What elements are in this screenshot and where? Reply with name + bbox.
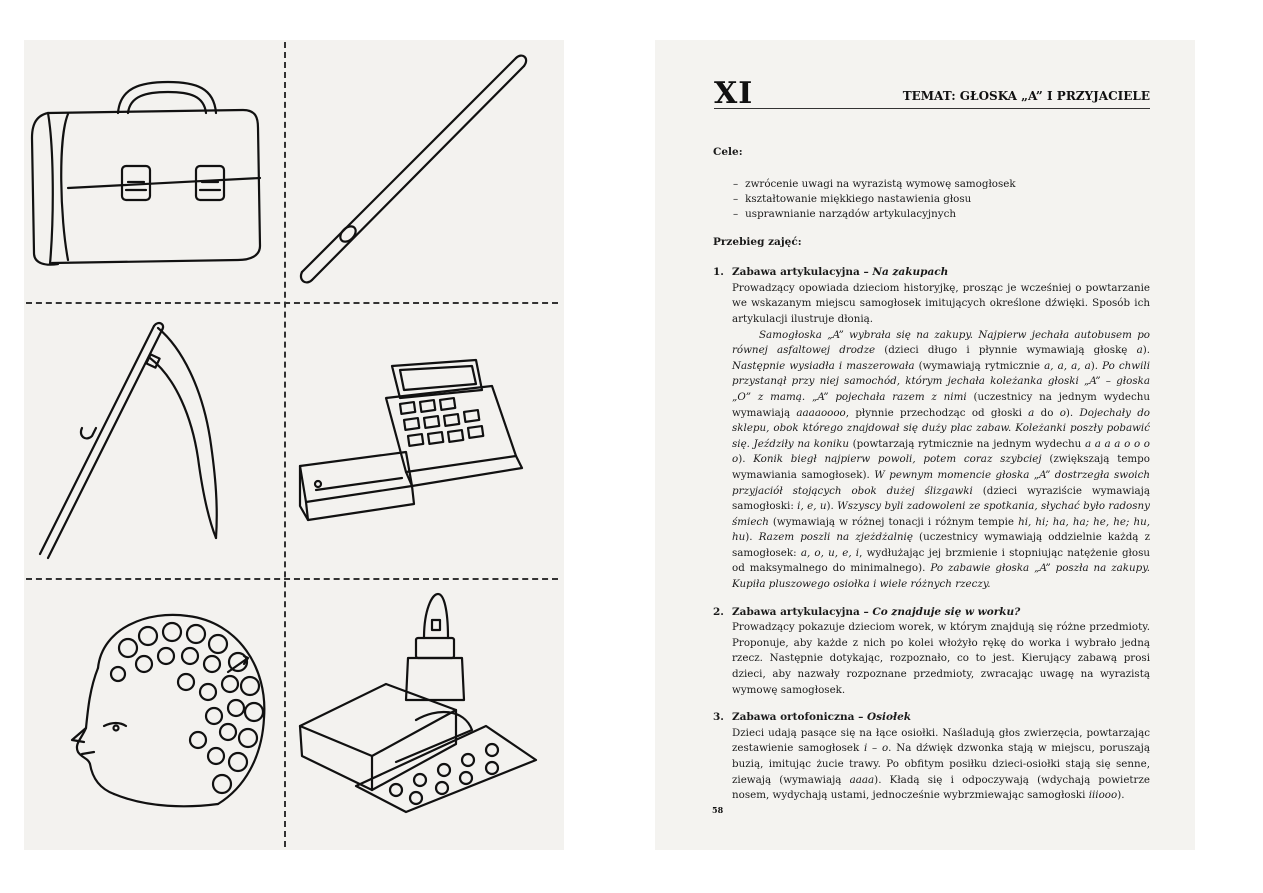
section-1-story-run: Wszyscy byli zadowoleni ze spotkania, słychać było radosny śmiech (732, 500, 1150, 528)
section-1-lead: Zabawa artykulacyjna – (732, 266, 873, 279)
briefcase-illustration (28, 78, 268, 278)
section-1-story-run: a a a a o o o o (732, 437, 1150, 466)
section-3-number: 3. (713, 711, 724, 724)
section-1-story-run: Dojechały do sklepu, obok którego znajdował się duży plac zabaw. Koleżanki poszły pobawić się. Jeździły na koniku (732, 406, 1150, 450)
section-3-body-run: aaaa (849, 773, 875, 786)
horizontal-cut-line-1 (26, 302, 558, 304)
medicine-bottle-and-pills-illustration (296, 590, 546, 815)
section-3-body-run: Dzieci udają pasące się na łące osiołki. Naśladują głos zwierzęcia, powtarzając zestawienie samogłosek (732, 726, 1150, 755)
section-2-game: Co znajduje się w worku? (872, 605, 1021, 618)
section-1-story-run: ). (1065, 406, 1080, 419)
section-1-story-run: (uczestnicy wymawiają oddzielnie każdą z samogłosek: (732, 531, 1150, 559)
section-1-story-run: (uczestnicy na jednym wydechu wymawiają (732, 390, 1150, 419)
section-2-lead: Zabawa artykulacyjna – (732, 605, 873, 618)
section-3-game: Osiołek (867, 711, 912, 724)
section-2-number: 2. (713, 605, 724, 618)
section-1-story-run: , wydłużając jej brzmienie i stopniując natężenie głosu od maksymalnego do minimalnego). (732, 546, 1150, 575)
section-1-story-run: do (1034, 406, 1060, 419)
section-1-story-run: (powtarzają rytmicznie na jednym wydechu (849, 437, 1085, 450)
section-1-story-run: i, e, u (797, 500, 827, 513)
vertical-cut-line (284, 42, 286, 847)
section-1-story-run: Po zabawie głoska „A” poszła na zakupy. Kupiła pluszowego osiołka i wiele różnych rzeczy. (732, 562, 1150, 591)
section-1-story-run: (zwiększają tempo wymawiania samogłosek). (732, 453, 1150, 481)
goal-item: – usprawnianie narządów artykulacyjnych (733, 207, 1150, 222)
topic-title: TEMAT: GŁOSKA „A” I PRZYJACIELE (902, 89, 1150, 103)
section-1-story-run: a (1028, 406, 1035, 419)
section-1-number: 1. (713, 266, 724, 279)
section-1-story-run: (wymawiają w różnej tonacji i różnym tempie (768, 515, 1019, 528)
section-1-story-run: ). (738, 453, 754, 466)
section-1-story-run: aaaaoooo (796, 406, 846, 419)
section-1-story-run: Konik biegł najpierw powoli, potem coraz szybciej (753, 453, 1042, 466)
section-1-story-run: Samogłoska „A” wybrała się na zakupy. Najpierw jechała autobusem po równej asfaltowej drodze (732, 328, 1150, 357)
page-number: 58 (712, 805, 724, 815)
section-3-body-run: i – o (863, 742, 889, 755)
section-1-story-run: a, o, u, e, i (800, 546, 860, 559)
section-1-story-run: ). (1090, 359, 1103, 372)
walking-stick-illustration (298, 50, 538, 290)
goal-item: – zwrócenie uwagi na wyrazistą wymowę samogłosek (733, 177, 1150, 192)
section-1-story-run: W pewnym momencie głoska „A” dostrzegła swoich przyjaciół stojących obok dużej ślizgawki (732, 468, 1150, 497)
scythe-illustration (32, 318, 282, 568)
horizontal-cut-line-2 (26, 578, 558, 580)
section-3-body-run: . Na dźwięk dzwonka stają w miejscu, poruszają buzią, imitując żucie trawy. Po obfitym posiłku dzieci-osiołki stają się senne, ziewają (wymawiają (732, 742, 1151, 786)
section-1-story-run: ). (745, 531, 759, 544)
section-1-story-run: (wymawiają rytmicznie (914, 359, 1045, 372)
section-1-story-run: o (1059, 406, 1066, 419)
section-1-story (732, 328, 1150, 593)
section-1-story-run: (dzieci długo i płynnie wymawiają głoskę (875, 344, 1137, 357)
goals-list (733, 177, 1150, 222)
section-1-story-run: a, a, a, a (1044, 359, 1091, 372)
section-1-story-run: a (1136, 344, 1143, 357)
section-2-heading (713, 605, 1150, 621)
section-1-story-run: Razem poszli na zjeżdżalnię (758, 531, 913, 544)
girl-curly-hair-illustration (68, 608, 283, 818)
goals-label: Cele: (713, 146, 743, 158)
section-1 (713, 265, 1150, 592)
section-1-story-run: , płynnie przechodząc od głoski (845, 406, 1029, 419)
section-2-intro: Prowadzący pokazuje dzieciom worek, w którym znajdują się różne przedmioty. Proponuje, aby każde z nich po kolei włożyło rękę do worka i wybrało jedną rzecz. Następnie dotykając, rozpoznało, co to jest. Kierujący zabawą prosi dzieci, aby nazwały rozpoznane przedmioty, zwracając uwagę na wyrazistą wymowę samogłosek. (732, 621, 1150, 696)
section-2 (713, 605, 1150, 699)
section-3-heading (713, 710, 1150, 726)
section-1-story-run: (dzieci wyraziście wymawiają samogłoski: (732, 484, 1150, 513)
section-3-body-run: ). Kładą się i odpoczywają (wdychają powietrze nosem, wydychają ustami, jednocześnie wybrzmiewając samogłoski (732, 773, 1150, 802)
section-1-game: Na zakupach (872, 266, 949, 279)
course-label: Przebieg zajęć: (713, 235, 802, 248)
chapter-number: XI (714, 76, 754, 111)
section-1-story-run: ). (826, 500, 838, 513)
section-1-intro: Prowadzący opowiada dzieciom historyjkę, prosząc je wcześniej o powtarzanie we wskazanym miejscu samogłosek imitujących określone dźwięki. Sposób ich artykulacji ilustruje dłonią. (732, 281, 1150, 325)
cash-register-illustration (296, 356, 536, 526)
section-3-body-run: iiiooo (1088, 789, 1118, 802)
section-1-story-run: ). (1142, 344, 1150, 357)
section-3-body (732, 726, 1150, 804)
section-1-heading (713, 265, 1150, 281)
section-3-body-run: ). (1117, 789, 1125, 802)
section-3 (713, 710, 1150, 804)
lesson-content (713, 145, 1150, 804)
section-1-story-run: hi, hi; ha, ha; he, he; hu, hu (732, 515, 1150, 544)
header-rule (714, 108, 1150, 109)
section-1-story-run: Po chwili przystanął przy niej samochód, którym jechała koleżanka głoski „A” – głoska „O” z mamą. „A” pojechała razem z nimi (732, 359, 1151, 403)
section-1-story-run: Następnie wysiadła i maszerowała (732, 359, 915, 372)
goal-item: – kształtowanie miękkiego nastawienia głosu (733, 192, 1150, 207)
section-3-lead: Zabawa ortofoniczna – (732, 711, 867, 724)
